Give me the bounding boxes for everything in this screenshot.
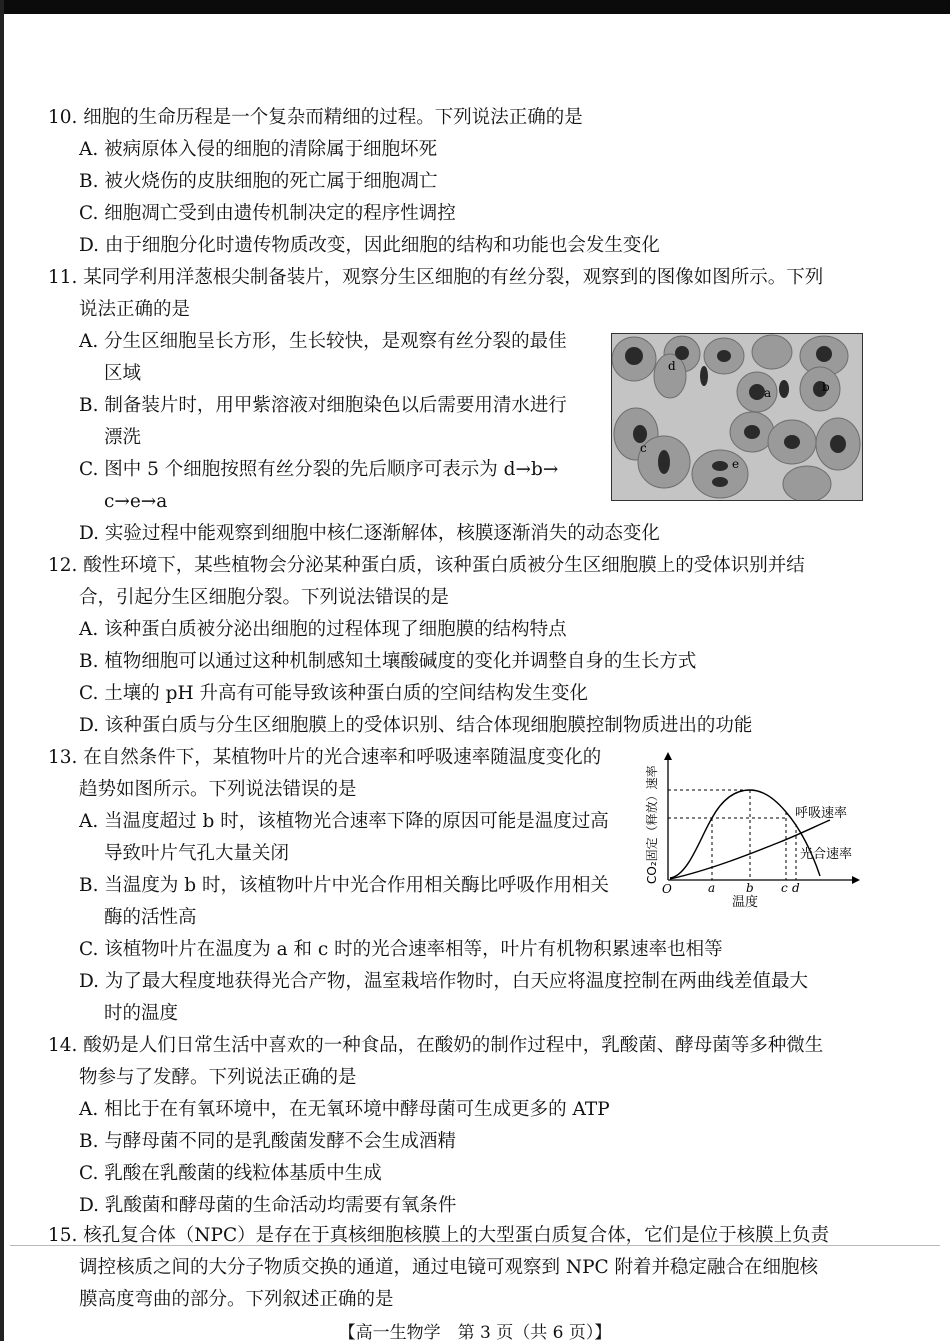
tick-c: c [781,881,788,895]
q14-option-a: A. 相比于在有氧环境中，在无氧环境中酵母菌可生成更多的 ATP [79,1099,610,1120]
legend-respiration: 呼吸速率 [795,806,848,821]
q11-option-d: D. 实验过程中能观察到细胞中核仁逐渐解体，核膜逐渐消失的动态变化 [79,523,660,544]
q15-stem-2: 调控核质之间的大分子物质交换的通道，通过电镜可观察到 NPC 附着并稳定融合在细胞核 [79,1257,819,1278]
q13-option-d-2: 时的温度 [104,1003,179,1024]
x-axis-arrow [852,876,860,884]
q11-option-a-2: 区域 [104,363,142,384]
q10-stem: 10. 细胞的生命历程是一个复杂而精细的过程。下列说法正确的是 [48,107,583,128]
rate-temperature-graph [640,748,870,918]
page-footer: 【高一生物学 第 3 页（共 6 页）】 [338,1323,612,1343]
q12-option-b: B. 植物细胞可以通过这种机制感知土壤酸碱度的变化并调整自身的生长方式 [79,651,697,672]
y-axis-arrow [664,752,672,760]
tick-b: b [746,881,754,895]
q11-stem-1: 11. 某同学利用洋葱根尖制备装片，观察分生区细胞的有丝分裂，观察到的图像如图所示。下列 [48,267,824,288]
q14-stem-2: 物参与了发酵。下列说法正确的是 [79,1067,357,1088]
q11-stem-2: 说法正确的是 [79,299,191,320]
origin-label: O [662,882,672,896]
q14-option-c: C. 乳酸在乳酸菌的线粒体基质中生成 [79,1163,382,1184]
q12-stem-2: 合，引起分生区细胞分裂。下列说法错误的是 [79,587,450,608]
photo-label-c: c [640,441,647,455]
q10-option-a: A. 被病原体入侵的细胞的清除属于细胞坏死 [79,139,438,160]
q12-stem-1: 12. 酸性环境下，某些植物会分泌某种蛋白质，该种蛋白质被分生区细胞膜上的受体识别并结 [48,555,805,576]
q13-option-b-1: B. 当温度为 b 时，该植物叶片中光合作用相关酶比呼吸作用相关 [79,875,609,896]
q14-option-d: D. 乳酸菌和酵母菌的生命活动均需要有氧条件 [79,1195,457,1216]
q12-option-a: A. 该种蛋白质被分泌出细胞的过程体现了细胞膜的结构特点 [79,619,567,640]
q11-option-c-2: c→e→a [104,491,168,512]
q13-option-d-1: D. 为了最大程度地获得光合产物，温室栽培作物时，白天应将温度控制在两曲线差值最大 [79,971,808,992]
q15-stem-1: 15. 核孔复合体（NPC）是存在于真核细胞核膜上的大型蛋白质复合体，它们是位于核膜上负责 [48,1225,830,1246]
q11-option-b-1: B. 制备装片时，用甲紫溶液对细胞染色以后需要用清水进行 [79,395,567,416]
photo-label-b: b [822,380,830,394]
tick-d: d [792,881,800,895]
photo-label-a: a [764,386,772,400]
legend-photosynthesis: 光合速率 [800,847,853,862]
q11-option-c-1: C. 图中 5 个细胞按照有丝分裂的先后顺序可表示为 d→b→ [79,459,559,480]
q13-option-b-2: 酶的活性高 [104,907,197,928]
q12-option-c: C. 土壤的 pH 升高有可能导致该种蛋白质的空间结构发生变化 [79,683,588,704]
y-axis-label: CO₂固定（释放）速率 [645,765,659,884]
photo-label-e: e [732,457,740,471]
scan-top-border [0,0,950,14]
x-axis-label: 温度 [732,895,759,910]
q13-option-a-1: A. 当温度超过 b 时，该植物光合速率下降的原因可能是温度过高 [79,811,609,832]
q10-option-b: B. 被火烧伤的皮肤细胞的死亡属于细胞凋亡 [79,171,438,192]
photo-label-d: d [668,359,676,373]
micrograph-image [611,333,863,501]
q13-option-c: C. 该植物叶片在温度为 a 和 c 时的光合速率相等，叶片有机物积累速率也相等 [79,939,723,960]
scan-left-border [0,0,4,1341]
tick-a: a [708,881,716,895]
q12-option-d: D. 该种蛋白质与分生区细胞膜上的受体识别、结合体现细胞膜控制物质进出的功能 [79,715,753,736]
q14-stem-1: 14. 酸奶是人们日常生活中喜欢的一种食品，在酸奶的制作过程中，乳酸菌、酵母菌等多种微生 [48,1035,824,1056]
q13-option-a-2: 导致叶片气孔大量关闭 [104,843,290,864]
q13-stem-2: 趋势如图所示。下列说法错误的是 [79,779,357,800]
q11-option-b-2: 漂洗 [104,427,142,448]
q15-stem-3: 膜高度弯曲的部分。下列叙述正确的是 [79,1289,394,1310]
q11-option-a-1: A. 分生区细胞呈长方形，生长较快，是观察有丝分裂的最佳 [79,331,567,352]
q13-stem-1: 13. 在自然条件下，某植物叶片的光合速率和呼吸速率随温度变化的 [48,747,602,768]
q10-option-c: C. 细胞凋亡受到由遗传机制决定的程序性调控 [79,203,456,224]
q14-option-b: B. 与酵母菌不同的是乳酸菌发酵不会生成酒精 [79,1131,456,1152]
q10-option-d: D. 由于细胞分化时遗传物质改变，因此细胞的结构和功能也会发生变化 [79,235,660,256]
